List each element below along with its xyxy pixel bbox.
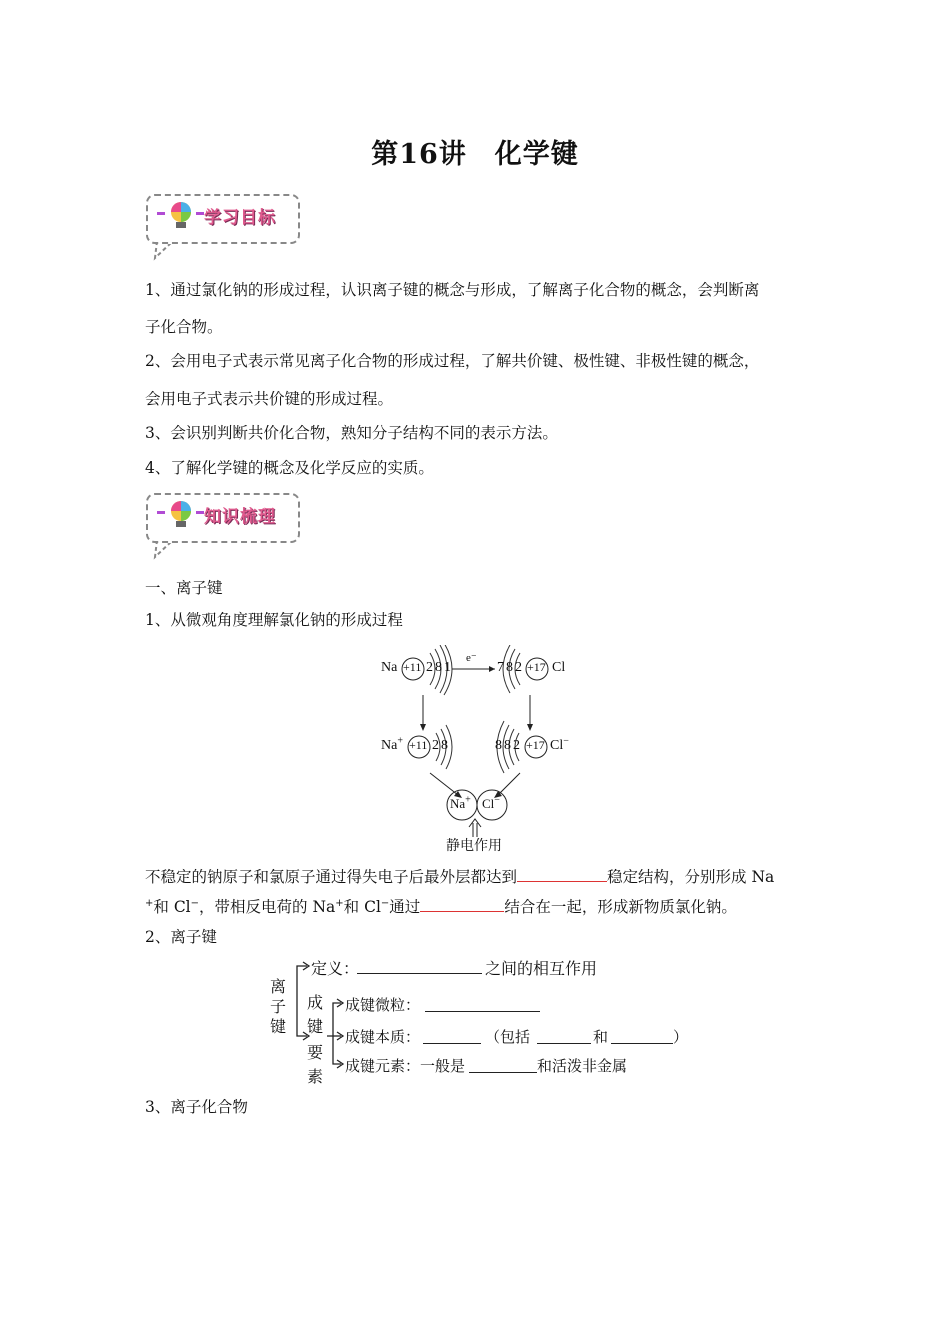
cl-nucleus: +17	[527, 660, 546, 674]
goals-banner	[143, 192, 301, 262]
element-blank[interactable]	[469, 1056, 537, 1073]
map-elements: 要	[307, 1043, 324, 1062]
goal-line: 会用电子式表示共价键的形成过程。	[145, 390, 394, 408]
particle-label: 成键微粒：	[345, 996, 421, 1014]
section-heading: 一、离子键	[145, 579, 223, 597]
page-title: 第16讲 化学键	[371, 139, 579, 170]
subsection-heading: 3、离子化合物	[145, 1098, 248, 1116]
map-root: 键	[270, 1017, 287, 1036]
definition-blank[interactable]	[357, 957, 482, 974]
cl-atom-label: Cl	[552, 660, 566, 675]
goal-line: 4、了解化学键的概念及化学反应的实质。	[145, 459, 434, 477]
map-elements: 成	[307, 993, 324, 1012]
pair-cl-label: Cl−	[482, 794, 500, 811]
cl-ion-nucleus: +17	[526, 738, 545, 752]
para1-line2: +和 Cl−，带相反电荷的 Na+和 Cl−通过 结合在一起，形成新物质氯化钠。	[145, 895, 737, 917]
essence-end: ）	[673, 1028, 689, 1046]
cl-shells: 782	[497, 660, 524, 675]
cl-ion-shells: 882	[495, 738, 522, 753]
definition-label: 定义：	[311, 959, 360, 978]
na-ion-shells: 28	[432, 738, 450, 753]
map-root: 离	[270, 977, 287, 996]
subsection-heading: 1、从微观角度理解氯化钠的形成过程	[145, 611, 403, 629]
knowledge-banner	[143, 491, 301, 561]
goal-line: 1、通过氯化钠的形成过程，认识离子键的概念与形成，了解离子化合物的概念，会判断离	[145, 281, 760, 299]
essence-blank-2[interactable]	[537, 1027, 591, 1044]
map-elements: 素	[307, 1067, 324, 1086]
na-shells: 281	[426, 660, 453, 675]
essence-blank[interactable]	[423, 1027, 481, 1044]
subsection-heading: 2、离子键	[145, 928, 217, 946]
goal-line: 2、会用电子式表示常见离子化合物的形成过程，了解共价键、极性键、非极性键的概念，	[145, 352, 760, 370]
lightbulb-icon	[167, 201, 195, 231]
particle-blank[interactable]	[425, 995, 540, 1012]
electron-label: e⁻	[466, 652, 477, 664]
na-nucleus: +11	[403, 660, 422, 674]
definition-tail: 之间的相互作用	[485, 959, 598, 978]
para1-line1: 不稳定的钠原子和氯原子通过得失电子后最外层都达到 稳定结构，分别形成 Na	[145, 865, 774, 887]
nacl-formation-diagram	[370, 645, 590, 855]
cl-ion-label: Cl−	[550, 735, 569, 753]
element-tail: 和活泼非金属	[537, 1057, 628, 1075]
electrostatic-label: 静电作用	[446, 838, 502, 854]
goal-line: 子化合物。	[145, 318, 223, 336]
knowledge-banner-text: 知识梳理	[204, 507, 276, 527]
na-ion-label: Na+	[381, 735, 403, 753]
map-root: 子	[270, 997, 287, 1016]
na-ion-nucleus: +11	[409, 738, 428, 752]
na-atom-label: Na	[381, 660, 398, 675]
map-elements: 键	[307, 1017, 324, 1036]
ionic-bond-concept-map	[265, 952, 695, 1092]
element-label: 成键元素：一般是	[345, 1057, 466, 1075]
blank-field[interactable]	[517, 865, 607, 882]
essence-mid: （包括	[485, 1028, 531, 1046]
essence-and: 和	[593, 1028, 609, 1046]
blank-field[interactable]	[420, 895, 504, 912]
pair-na-label: Na+	[450, 794, 471, 811]
goals-banner-text: 学习目标	[204, 208, 276, 228]
essence-label: 成键本质：	[345, 1028, 421, 1046]
essence-blank-3[interactable]	[611, 1027, 673, 1044]
goal-line: 3、会识别判断共价化合物，熟知分子结构不同的表示方法。	[145, 424, 558, 442]
lightbulb-icon	[167, 500, 195, 530]
